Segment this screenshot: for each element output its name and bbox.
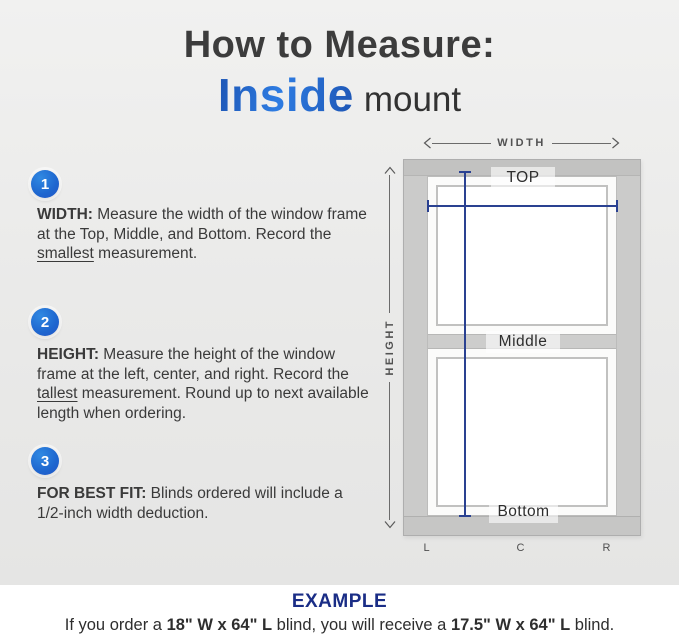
step-1-body-end: measurement.	[93, 245, 198, 262]
arrow-up-icon	[384, 166, 396, 175]
mount-type-highlight: Inside	[217, 69, 354, 121]
arrow-down-icon	[384, 520, 396, 529]
step-3-lead: FOR BEST FIT:	[37, 485, 147, 502]
lower-pane	[436, 357, 608, 507]
page-title: How to Measure:	[183, 24, 496, 66]
step-2-text	[37, 345, 369, 423]
example-received-size: 17.5" W x 64" L	[450, 616, 571, 634]
center-marker: C	[516, 542, 526, 554]
step-3-text	[37, 484, 369, 523]
upper-sash	[428, 177, 616, 334]
page-subtitle	[0, 68, 679, 122]
middle-label: Middle	[486, 331, 560, 353]
step-2-body-end: measurement. Round up to next available length when ordering.	[37, 385, 369, 422]
step-3-number: 3	[40, 452, 50, 470]
step-1-badge	[31, 170, 59, 198]
arrow-left-icon	[423, 137, 432, 149]
step-1-body: Measure the width of the window frame at the Top, Middle, and Bottom. Record the	[37, 206, 367, 243]
example-body	[0, 616, 679, 635]
width-arrow-line-left	[432, 143, 491, 144]
arrow-right-icon	[611, 137, 620, 149]
right-marker: R	[602, 542, 612, 554]
step-1-underlined-word: smallest	[37, 245, 94, 262]
height-arrow-label: HEIGHT	[383, 319, 396, 376]
vertical-measure-line	[464, 171, 466, 517]
step-2-underlined-word: tallest	[37, 385, 78, 402]
bottom-label: Bottom	[489, 501, 558, 523]
mount-type-suffix: mount	[363, 80, 462, 119]
height-arrow-line-top	[389, 175, 390, 313]
example-heading: EXAMPLE	[291, 591, 388, 612]
horizontal-measure-line	[427, 205, 618, 207]
step-2-lead: HEIGHT:	[37, 346, 99, 363]
example-ordered-size: 18" W x 64" L	[166, 616, 273, 634]
height-arrow-line-bottom	[389, 382, 390, 520]
step-3-badge	[31, 447, 59, 475]
step-2-body: Measure the height of the window frame at the left, center, and right. Record the	[37, 346, 349, 383]
page-header	[0, 24, 679, 122]
step-1-number: 1	[40, 175, 50, 193]
example-text-middle: blind, you will receive a	[272, 616, 451, 634]
top-label: TOP	[491, 167, 555, 189]
step-2-number: 2	[40, 313, 50, 331]
lower-sash	[428, 349, 616, 515]
step-1-text	[37, 205, 369, 264]
height-dimension-arrow	[382, 166, 397, 529]
left-marker: L	[423, 542, 431, 554]
step-2-badge	[31, 308, 59, 336]
width-dimension-arrow	[423, 136, 620, 150]
example-text-before: If you order a	[64, 616, 167, 634]
example-section	[0, 585, 679, 642]
step-1-lead: WIDTH:	[37, 206, 93, 223]
step-3-body: Blinds ordered will include a 1/2-inch width deduction.	[37, 485, 343, 522]
example-text-after: blind.	[570, 616, 615, 634]
width-arrow-line-right	[552, 143, 611, 144]
width-arrow-label: WIDTH	[497, 137, 546, 149]
